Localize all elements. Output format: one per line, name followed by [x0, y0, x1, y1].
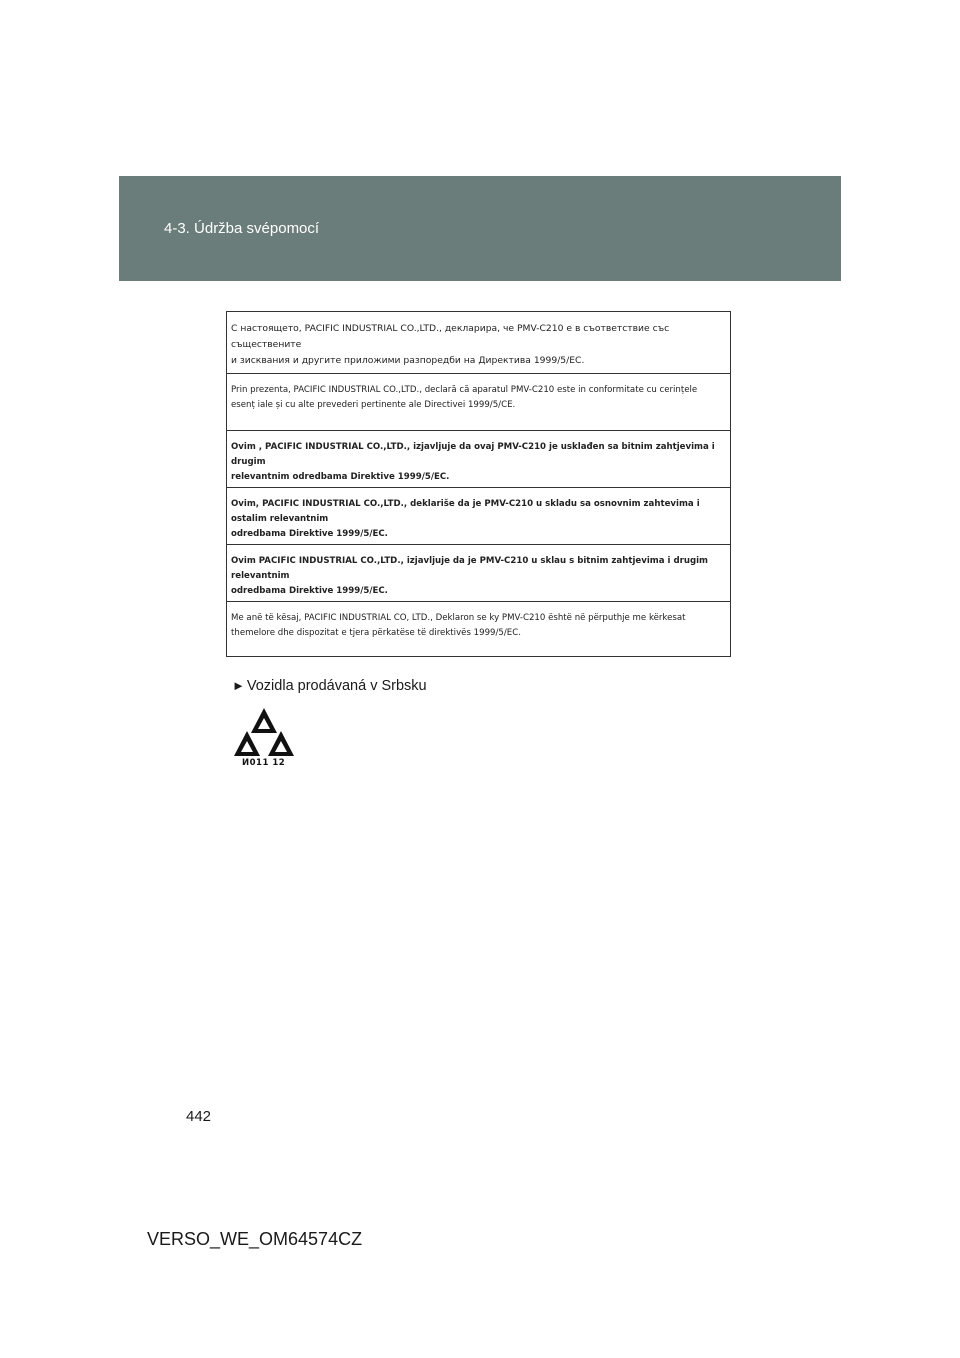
serbia-mark-code: И011 12 [242, 758, 286, 768]
declaration-text: Ovim PACIFIC INDUSTRIAL CO.,LTD., izjavljuje da je PMV-C210 u sklau s bitnim zahtjevima i drugim relevantnim [231, 556, 709, 581]
bullet-arrow-icon: ► [232, 678, 245, 693]
declaration-row-bulgarian [227, 312, 730, 373]
declaration-text: odredbama Direktive 1999/5/EC. [231, 529, 388, 539]
page-number: 442 [186, 1108, 212, 1125]
declaration-row-albanian [227, 601, 730, 658]
serbia-heading [232, 678, 427, 694]
declaration-row-croatian [227, 544, 730, 601]
declaration-text: и зисквания и другите приложими разпоредби на Директива 1999/5/EC. [231, 355, 585, 366]
declaration-row-romanian [227, 373, 730, 430]
declaration-text: Me anë të kësaj, PACIFIC INDUSTRIAL CO, LTD., Deklaron se ky PMV-C210 është në përputhje me kërkesat [231, 613, 686, 623]
document-code: VERSO_WE_OM64574CZ [147, 1229, 363, 1249]
header-band [119, 176, 841, 281]
declaration-row-montenegrin [227, 430, 730, 487]
declaration-text: Ovim, PACIFIC INDUSTRIAL CO.,LTD., deklariše da je PMV-C210 u skladu sa osnovnim zahtevima i ostalim relevantnim [231, 499, 700, 524]
declaration-text: relevantnim odredbama Direktive 1999/5/EC. [231, 472, 450, 482]
serbia-heading-text: Vozidla prodávaná v Srbsku [246, 678, 427, 694]
declaration-row-serbian [227, 487, 730, 544]
section-title: 4-3. Údržba svépomocí [164, 220, 320, 237]
declaration-text: odredbama Direktive 1999/5/EC. [231, 586, 388, 596]
declaration-text: themelore dhe dispozitat e tjera përkatëse të direktivës 1999/5/EC. [231, 628, 521, 638]
declaration-text: С настоящето, PACIFIC INDUSTRIAL CO.,LTD., декларира, че PMV-C210 е в съответствие със съществените [231, 323, 670, 350]
declaration-text: esenț iale și cu alte prevederi pertinente ale Directivei 1999/5/CE. [231, 400, 516, 410]
declaration-text: Prin prezenta, PACIFIC INDUSTRIAL CO.,LTD., declară că aparatul PMV-C210 este in conformitate cu cerințele [231, 385, 698, 395]
declaration-text: Ovim , PACIFIC INDUSTRIAL CO.,LTD., izjavljuje da ovaj PMV-C210 je usklađen sa bitnim zahtjevima i drugim [231, 442, 715, 467]
declaration-table [226, 311, 731, 657]
